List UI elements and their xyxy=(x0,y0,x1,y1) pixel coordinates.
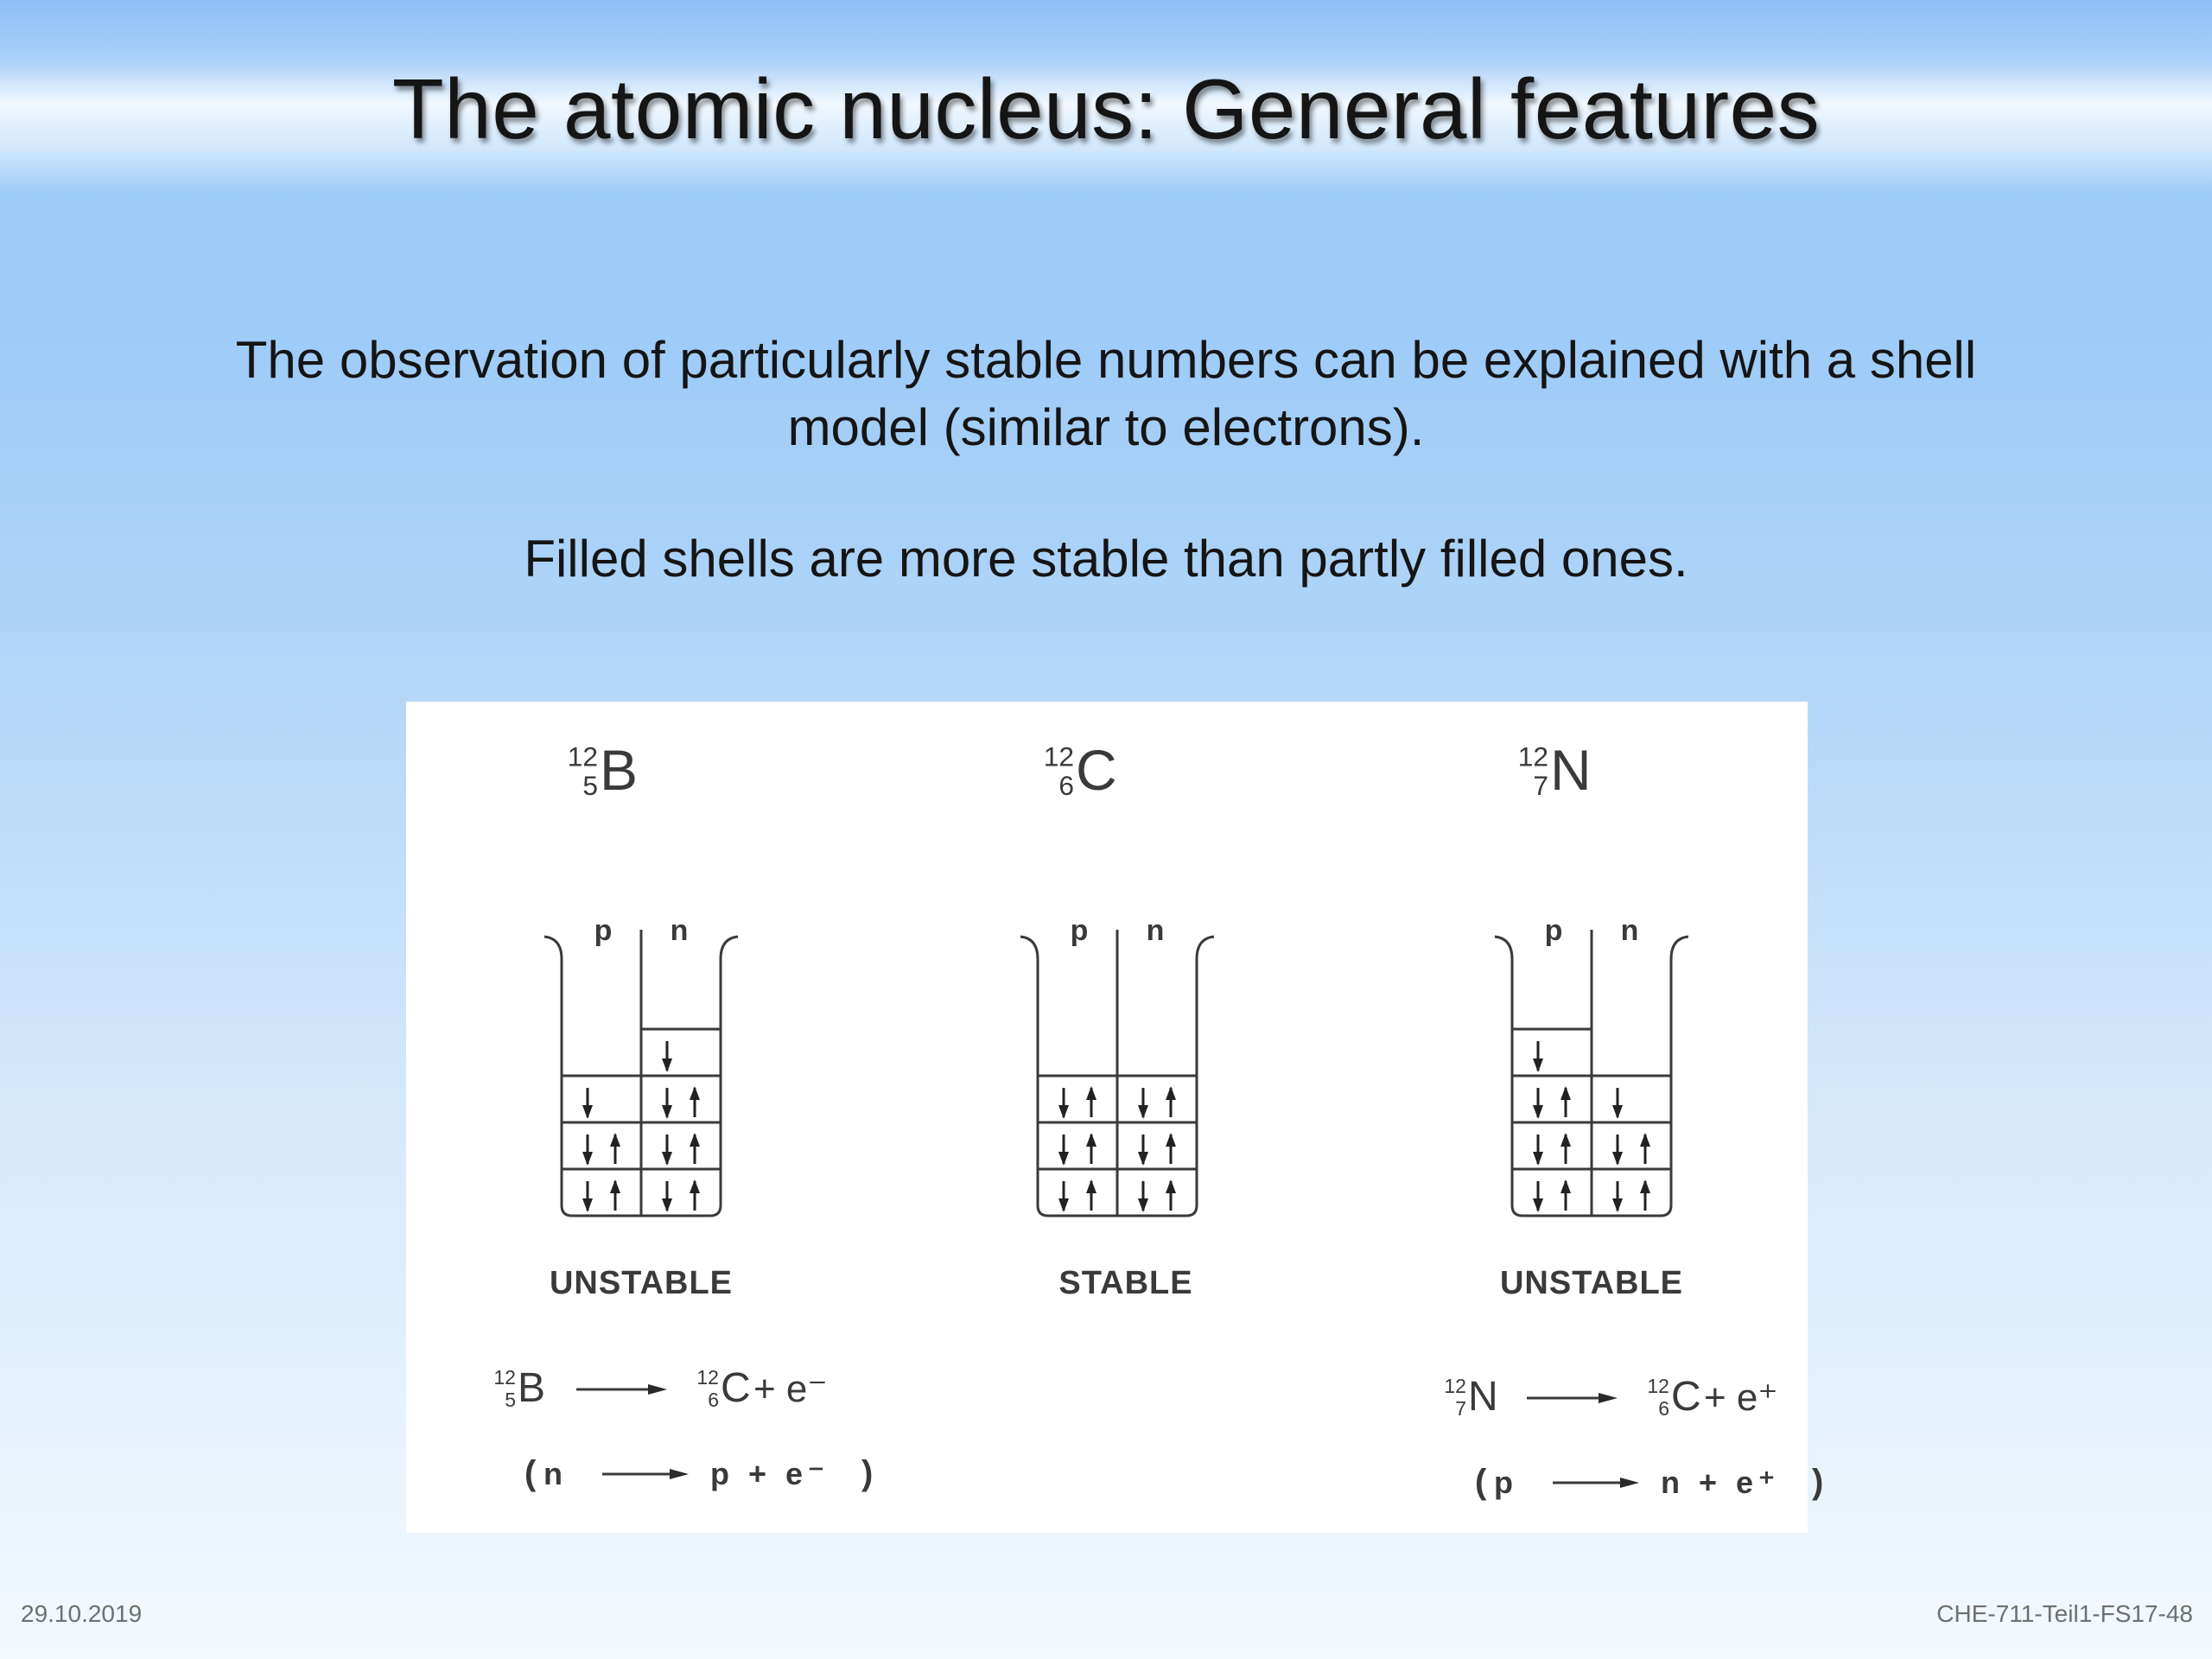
element-symbol: N xyxy=(1550,738,1592,802)
neutron-column-label: n xyxy=(1620,914,1639,947)
element-symbol: C xyxy=(1076,738,1117,802)
neutron-level-nucleons xyxy=(1612,1179,1650,1212)
mass-number: 12 xyxy=(1043,741,1074,772)
process-from: p xyxy=(1494,1465,1513,1500)
process-paren-close: ) xyxy=(861,1454,874,1492)
neutron-column-label: n xyxy=(1146,914,1165,947)
proton-level-nucleons xyxy=(1533,1086,1571,1119)
process-to: n + e⁺ xyxy=(1661,1465,1781,1500)
neutron-level-nucleons xyxy=(1138,1086,1176,1119)
proton-level-nucleons xyxy=(1533,1041,1543,1072)
neutron-level-nucleons xyxy=(662,1133,700,1166)
proton-level-nucleons xyxy=(1058,1133,1096,1166)
reaction-product: + e⁻ xyxy=(753,1368,828,1410)
stability-label: STABLE xyxy=(1058,1265,1193,1301)
element-symbol: B xyxy=(518,1365,546,1411)
mass-number: 12 xyxy=(696,1365,719,1389)
element-symbol: N xyxy=(1468,1374,1498,1420)
neutron-level-nucleons xyxy=(1138,1179,1176,1212)
atomic-number: 6 xyxy=(1058,770,1074,801)
decay-process xyxy=(524,1454,873,1492)
nuclide-panel-n xyxy=(1444,738,1823,1501)
process-paren-open: ( xyxy=(524,1454,537,1492)
proton-level-nucleons xyxy=(1058,1179,1096,1212)
reaction-daughter xyxy=(696,1365,750,1411)
nuclide-panel-b xyxy=(493,738,873,1492)
process-to: p + e⁻ xyxy=(710,1456,830,1491)
process-paren-close: ) xyxy=(1812,1463,1824,1501)
mass-number: 12 xyxy=(567,741,598,772)
neutron-level-nucleons xyxy=(662,1086,700,1119)
shell-model-figure xyxy=(406,702,1824,1533)
atomic-number: 5 xyxy=(582,770,598,801)
reaction-arrow xyxy=(576,1384,667,1395)
neutron-column xyxy=(641,1029,721,1212)
potential-well xyxy=(1020,914,1214,1216)
reaction-daughter xyxy=(1647,1374,1700,1420)
nuclide-header-c xyxy=(1044,738,1117,802)
neutron-level-nucleons xyxy=(1138,1133,1176,1166)
process-arrow xyxy=(602,1469,689,1479)
atomic-number: 7 xyxy=(1455,1397,1466,1420)
mass-number: 12 xyxy=(1517,741,1548,772)
stability-label: UNSTABLE xyxy=(1499,1265,1684,1301)
reaction-parent xyxy=(1444,1374,1497,1420)
proton-level-nucleons xyxy=(1533,1179,1571,1212)
shells-paragraph: Filled shells are more stable than partly filled ones. xyxy=(524,530,1688,588)
element-symbol: C xyxy=(721,1365,751,1411)
neutron-level-nucleons xyxy=(1612,1133,1650,1166)
nuclide-header-b xyxy=(568,738,638,802)
intro-paragraph: The observation of particularly stable numbers can be explained with a shell model (similar to electrons). xyxy=(235,331,1977,456)
atomic-number: 6 xyxy=(1658,1397,1669,1420)
proton-column-label: p xyxy=(594,914,613,947)
shell-model-diagram xyxy=(406,702,1824,1533)
proton-level-nucleons xyxy=(1533,1133,1571,1166)
neutron-level-nucleons xyxy=(662,1179,700,1212)
neutron-column xyxy=(1117,1076,1197,1212)
neutron-column-label: n xyxy=(670,914,689,947)
reaction-arrow xyxy=(1527,1393,1618,1403)
nuclide-header-n xyxy=(1518,738,1592,802)
footer-slide-reference: CHE-711-Teil1-FS17-48 xyxy=(1936,1600,2193,1627)
proton-level-nucleons xyxy=(582,1179,620,1212)
slide-title: The atomic nucleus: General features xyxy=(391,61,1821,156)
proton-column-label: p xyxy=(1544,914,1563,947)
atomic-number: 7 xyxy=(1533,770,1548,801)
reaction-product: + e⁺ xyxy=(1704,1376,1778,1419)
neutron-level-nucleons xyxy=(662,1041,672,1072)
proton-level-nucleons xyxy=(1058,1086,1096,1119)
proton-column xyxy=(1038,1076,1117,1212)
atomic-number: 6 xyxy=(708,1389,719,1411)
nuclide-panel-c xyxy=(1020,738,1214,1301)
neutron-column xyxy=(1592,1076,1671,1212)
stability-label: UNSTABLE xyxy=(549,1265,734,1301)
mass-number: 12 xyxy=(493,1365,516,1389)
proton-level-nucleons xyxy=(582,1133,620,1166)
neutron-level-nucleons xyxy=(1612,1088,1623,1119)
atomic-number: 5 xyxy=(505,1389,516,1411)
potential-well xyxy=(1495,914,1688,1216)
potential-well xyxy=(544,914,738,1216)
proton-level-nucleons xyxy=(582,1088,593,1119)
mass-number: 12 xyxy=(1647,1374,1669,1397)
footer-date: 29.10.2019 xyxy=(21,1600,143,1627)
proton-column xyxy=(1512,1029,1592,1212)
process-paren-open: ( xyxy=(1475,1463,1487,1501)
proton-column-label: p xyxy=(1070,914,1089,947)
element-symbol: B xyxy=(600,738,639,802)
mass-number: 12 xyxy=(1444,1374,1466,1397)
proton-column xyxy=(562,1076,641,1212)
process-from: n xyxy=(543,1456,563,1491)
process-arrow xyxy=(1553,1478,1639,1488)
decay-process xyxy=(1475,1463,1823,1501)
reaction-parent xyxy=(493,1365,545,1411)
element-symbol: C xyxy=(1671,1374,1701,1420)
